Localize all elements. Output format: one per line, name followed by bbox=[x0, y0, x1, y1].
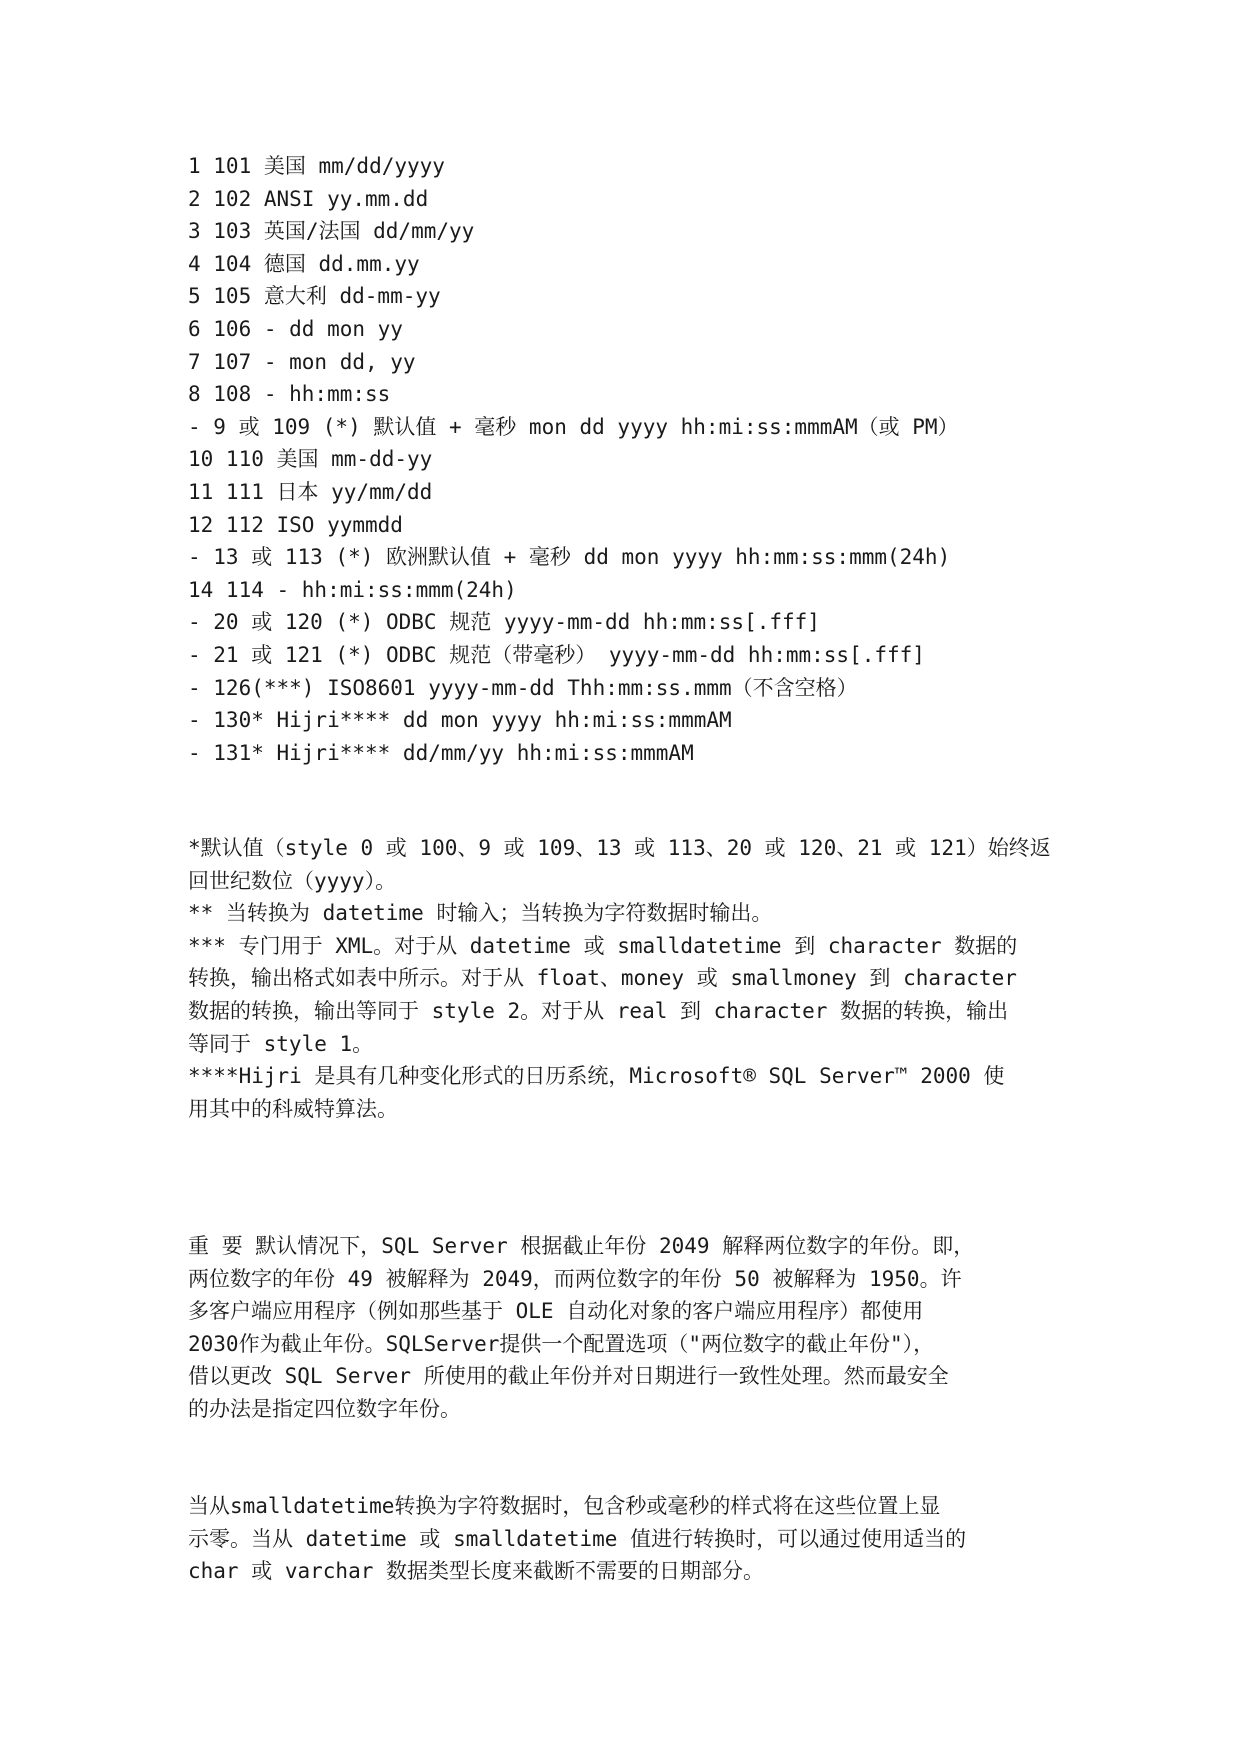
important-note-line: 借以更改 SQL Server 所使用的截止年份并对日期进行一致性处理。然而最安全 bbox=[188, 1364, 949, 1389]
style-code-line: - 21 或 121 (*) ODBC 规范（带毫秒） yyyy-mm-dd hh:mm:ss[.fff] bbox=[188, 642, 925, 667]
style-code-line: 8 108 - hh:mm:ss bbox=[188, 382, 391, 407]
style-code-line: 4 104 德国 dd.mm.yy bbox=[188, 251, 420, 276]
conversion-note-line: char 或 varchar 数据类型长度来截断不需要的日期部分。 bbox=[188, 1559, 765, 1584]
style-code-line: - 9 或 109 (*) 默认值 + 毫秒 mon dd yyyy hh:mi:ss:mmmAM（或 PM） bbox=[188, 414, 959, 439]
important-note-line: 两位数字的年份 49 被解释为 2049，而两位数字的年份 50 被解释为 1950。许 bbox=[188, 1266, 962, 1291]
footnote-line: *默认值（style 0 或 100、9 或 109、13 或 113、20 或 120、21 或 121）始终返 bbox=[188, 836, 1051, 860]
style-code-line: 6 106 - dd mon yy bbox=[188, 316, 403, 341]
footnote-line: 等同于 style 1。 bbox=[188, 1031, 374, 1056]
important-note-line: 重 要 默认情况下，SQL Server 根据截止年份 2049 解释两位数字的年份。即， bbox=[188, 1234, 975, 1258]
style-code-line: 14 114 - hh:mi:ss:mmm(24h) bbox=[188, 577, 517, 602]
footnote-line: *** 专门用于 XML。对于从 datetime 或 smalldatetime 到 character 数据的 bbox=[188, 933, 1018, 958]
conversion-note-line: 示零。当从 datetime 或 smalldatetime 值进行转换时，可以通过使用适当的 bbox=[188, 1526, 967, 1551]
important-note-line: 多客户端应用程序（例如那些基于 OLE 自动化对象的客户端应用程序）都使用 bbox=[188, 1299, 924, 1324]
footnote-line: 回世纪数位（yyyy）。 bbox=[188, 868, 397, 893]
footnote-line: ** 当转换为 datetime 时输入；当转换为字符数据时输出。 bbox=[188, 901, 773, 926]
important-note-paragraph bbox=[188, 1230, 1088, 1426]
footnote-line: ****Hijri 是具有几种变化形式的日历系统，Microsoft® SQL Server™ 2000 使 bbox=[188, 1064, 1005, 1089]
footnote-line: 数据的转换，输出等同于 style 2。对于从 real 到 character 数据的转换，输出 bbox=[188, 998, 1009, 1023]
style-code-line: - 131* Hijri**** dd/mm/yy hh:mi:ss:mmmAM bbox=[188, 740, 694, 765]
conversion-note-paragraph bbox=[188, 1490, 1088, 1588]
footnote-line: 用其中的科威特算法。 bbox=[188, 1096, 398, 1121]
footnotes-paragraph bbox=[188, 832, 1088, 1125]
footnote-line: 转换，输出格式如表中所示。对于从 float、money 或 smallmoney 到 character bbox=[188, 966, 1017, 991]
style-code-line: 7 107 - mon dd, yy bbox=[188, 349, 416, 374]
important-note-line: 的办法是指定四位数字年份。 bbox=[188, 1396, 461, 1421]
style-code-line: 2 102 ANSI yy.mm.dd bbox=[188, 186, 429, 211]
style-code-line: - 20 或 120 (*) ODBC 规范 yyyy-mm-dd hh:mm:ss[.fff] bbox=[188, 610, 820, 635]
style-code-line: 1 101 美国 mm/dd/yyyy bbox=[188, 154, 445, 178]
important-note-line: 2030作为截止年份。SQLServer提供一个配置选项（"两位数字的截止年份"）， bbox=[188, 1331, 935, 1356]
style-code-line: 10 110 美国 mm-dd-yy bbox=[188, 447, 433, 472]
style-code-line: - 13 或 113 (*) 欧洲默认值 + 毫秒 dd mon yyyy hh:mm:ss:mmm(24h) bbox=[188, 545, 951, 570]
style-code-list bbox=[188, 150, 1088, 769]
style-code-line: 11 111 日本 yy/mm/dd bbox=[188, 479, 433, 504]
style-code-line: 3 103 英国/法国 dd/mm/yy bbox=[188, 219, 475, 244]
style-code-line: - 126(***) ISO8601 yyyy-mm-dd Thh:mm:ss.mmm（不含空格） bbox=[188, 675, 858, 700]
style-code-line: 5 105 意大利 dd-mm-yy bbox=[188, 284, 441, 309]
style-code-line: - 130* Hijri**** dd mon yyyy hh:mi:ss:mmmAM bbox=[188, 708, 732, 733]
conversion-note-line: 当从smalldatetime转换为字符数据时，包含秒或毫秒的样式将在这些位置上显 bbox=[188, 1494, 941, 1518]
style-code-line: 12 112 ISO yymmdd bbox=[188, 512, 403, 537]
